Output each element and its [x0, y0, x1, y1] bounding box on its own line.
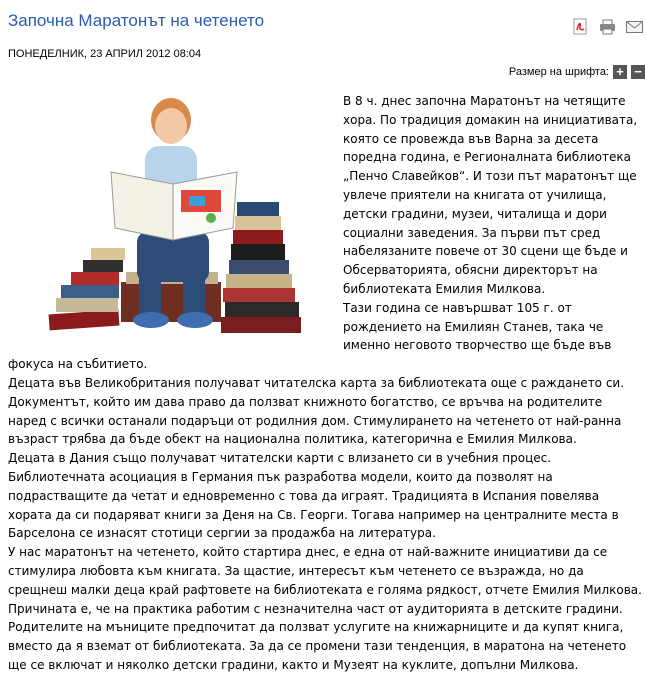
font-decrease-button[interactable]: −	[631, 65, 645, 79]
article-paragraph: У нас маратонът на четенето, който стартира днес, е една от най-важните инициативи да се стимулира любовта към книгата. За щастие, интересът към четенето се възражда, но да срещнеш малки деца край рафтовете на библиотеката е голяма рядкост, отчете Емилия Милкова. Причината е, че на практика работим с незначителна част от аудиторията в детските градини. Родителите на мъниците предпочитат да ползват услугите на книжарниците и да купят книга, вместо да я вземат от библиотеката. За да се промени тази тенденция, в маратона на четенето ще се включат и няколко детски градини, както и Музеят на куклите, допълни Милкова.	[8, 545, 642, 672]
font-increase-button[interactable]: +	[613, 65, 627, 79]
article-body	[8, 92, 644, 675]
article-tools	[571, 18, 644, 35]
article-paragraph: В 8 ч. днес започна Маратонът на четящите хора. По традиция домакин на инициативата, която се провежда във Варна за десета поредна година, е Регионалната библиотека „Пенчо Славейков“. И този път маратонът ще увлече приятели на книгата от училища, детски градини, музеи, читалища и дори социални заведения. За първи път сред набелязаните повече от 30 сцени ще бъде и Обсерваторията, обясни директорът на библиотеката Емилия Милкова.	[343, 94, 638, 296]
article-date: ПОНЕДЕЛНИК, 23 АПРИЛ 2012 08:04	[8, 48, 202, 60]
article-paragraph: Децата във Великобритания получават читателска карта за библиотеката още с раждането си. Документът, който им дава право да ползват книжното богатство, се връчва на родителите наред с всички останали подаръци от родилния дом. Стимулирането на четенето от най-ранна възраст трябва да бъде обект на национална политика, категорична е Емилия Милкова.	[8, 375, 625, 447]
article-paragraph: Децата в Дания също получават читателски карти с влизането си в учебния процес. Библиотечната асоциация в Германия пък разработва модели, които да позволят на подрастващите да четат и едновременно с това да играят. Традицията в Испания повелява хората да си подаряват книги за Деня на Св. Георги. Тогава например на централните места в Барселона се изнасят стотици сергии за продажба на литература.	[8, 451, 619, 541]
font-size-control	[509, 65, 645, 79]
email-icon[interactable]	[625, 18, 644, 35]
article-paragraph: Тази година се навършват 105 г. от рождението на Емилиян Станев, така че именно неговото творчество ще бъде във фокуса на събитието.	[8, 300, 612, 372]
print-icon[interactable]	[598, 18, 617, 35]
font-size-label: Размер на шрифта:	[508, 66, 609, 78]
pdf-icon[interactable]	[571, 18, 590, 35]
article-title[interactable]: Започна Маратонът на четенето	[8, 11, 265, 30]
